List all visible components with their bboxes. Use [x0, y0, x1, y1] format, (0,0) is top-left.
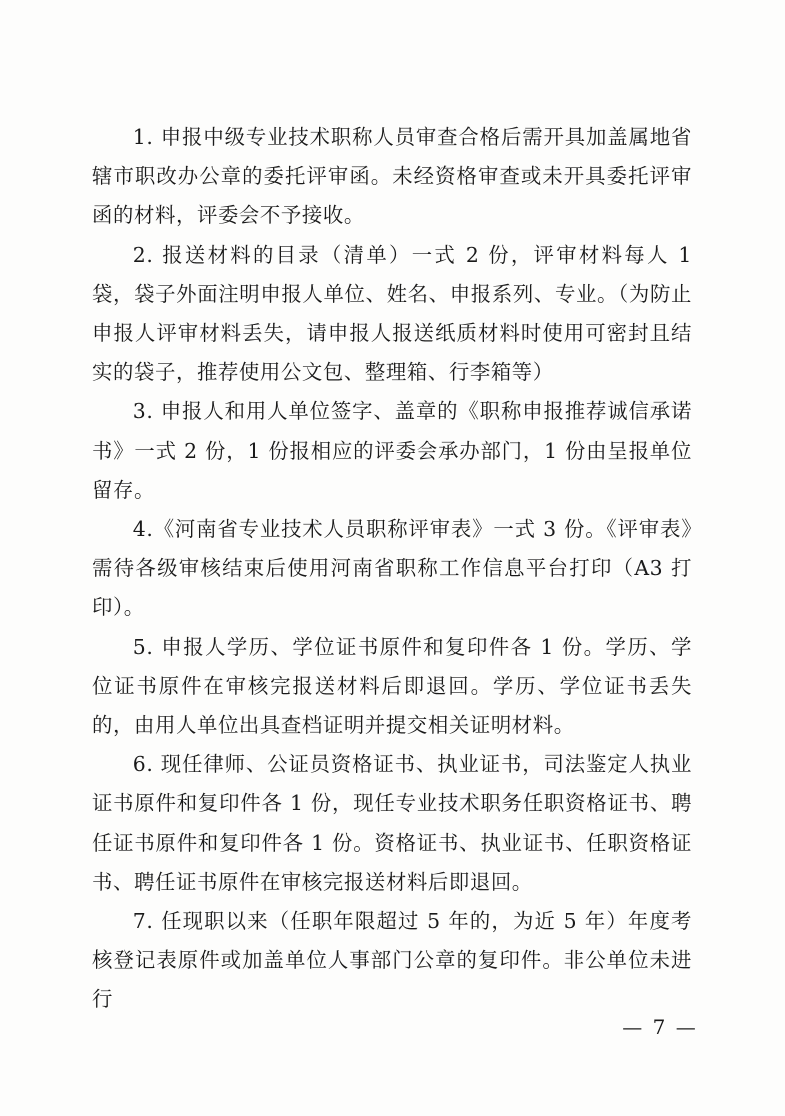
paragraph-2: 2. 报送材料的目录（清单）一式 2 份，评审材料每人 1 袋，袋子外面注明申报人单位、姓名、申报系列、专业。（为防止申报人评审材料丢失，请申报人报送纸质材料时使用可密封且结实的袋子，推荐使用公文包、整理箱、行李箱等）: [92, 242, 692, 385]
page-number: — 7 —: [622, 1015, 698, 1039]
document-body: [92, 118, 692, 1020]
paragraph-3: 3. 申报人和用人单位签字、盖章的《职称申报推荐诚信承诺书》一式 2 份，1 份报相应的评委会承办部门，1 份由呈报单位留存。: [92, 399, 692, 502]
paragraph-4: 4.《河南省专业技术人员职称评审表》一式 3 份。《评审表》需待各级审核结束后使用河南省职称工作信息平台打印（A3 打印）。: [92, 517, 692, 620]
paragraph-1: 1. 申报中级专业技术职称人员审查合格后需开具加盖属地省辖市职改办公章的委托评审函。未经资格审查或未开具委托评审函的材料，评委会不予接收。: [92, 125, 692, 228]
paragraph-5: 5. 申报人学历、学位证书原件和复印件各 1 份。学历、学位证书原件在审核完报送材料后即退回。学历、学位证书丢失的，由用人单位出具查档证明并提交相关证明材料。: [92, 634, 692, 738]
paragraph-7: 7. 任现职以来（任职年限超过 5 年的，为近 5 年）年度考核登记表原件或加盖单位人事部门公章的复印件。非公单位未进行: [92, 909, 692, 1012]
paragraph-6: 6. 现任律师、公证员资格证书、执业证书，司法鉴定人执业证书原件和复印件各 1 份，现任专业技术职务任职资格证书、聘任证书原件和复印件各 1 份。资格证书、执业证书、任职资格证书、聘任证书原件在审核完报送材料后即退回。: [92, 752, 692, 894]
